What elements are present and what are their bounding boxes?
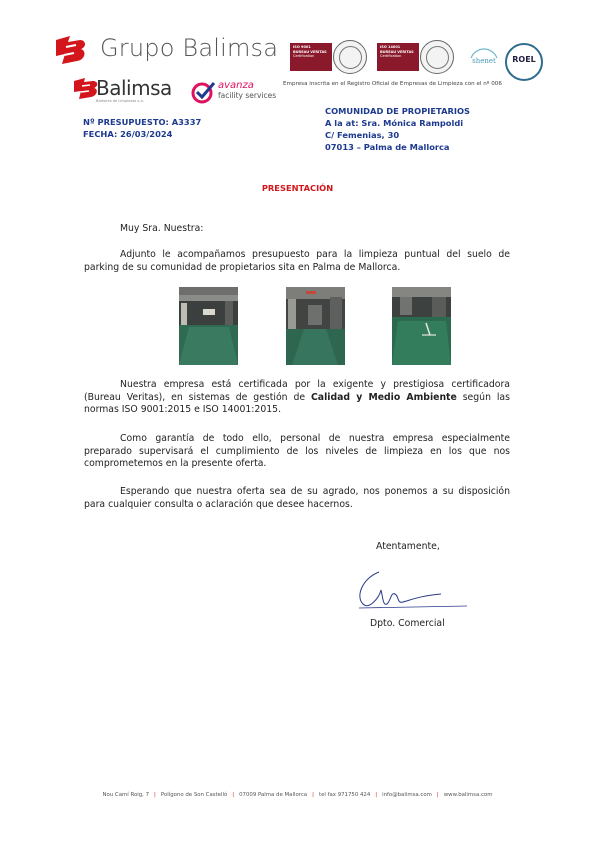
parking-photo-3 [392,287,451,365]
bureau-veritas-seal-icon [420,40,454,74]
footer-city: 07009 Palma de Mallorca [239,792,308,798]
department: Dpto. Comercial [370,618,445,629]
cert2-line3: Certification [380,54,402,58]
footer-address: Nou Camí Roig, 7 [102,792,150,798]
paragraph-2-bold: Calidad y Medio Ambiente [310,391,457,403]
handwritten-signature [353,568,469,618]
document-title: PRESENTACIÓN [261,183,334,193]
registry-note: Empresa inscrita en el Registro Oficial de Empresas de Limpieza con el nº 006 [283,81,502,87]
brand-name: Balimsa [96,76,172,100]
budget-number: Nº PRESUPUESTO: A3337 [83,117,202,127]
roel-label: ROEL [512,55,536,64]
footer-separator: | [154,792,156,798]
cert2-line2: BUREAU VERITAS [380,49,414,54]
recipient-line4: 07013 – Palma de Mallorca [325,142,450,152]
recipient-line2: A la at: Sra. Mónica Rampoldi [325,118,464,128]
brand-subtitle: Baleares de Limpiezas s.a. [96,99,144,103]
paragraph-4-text: Esperando que nuestra oferta sea de su agrado, nos ponemos a su disposición para cualquier consulta o aclaración que desee hacernos. [84,486,510,510]
iso9001-cert-badge [290,43,332,71]
footer-separator: | [232,792,235,798]
footer-phone: tel fax 971750 424 [318,792,371,798]
recipient-line1: COMUNIDAD DE PROPIETARIOS [325,106,470,116]
parking-photo-2 [286,287,345,365]
partner-name: avanza [218,80,254,91]
greeting [84,223,510,236]
footer-web[interactable]: www.balimsa.com [443,792,493,798]
paragraph-3-text: Como garantía de todo ello, personal de nuestra empresa especialmente preparado supervisará el cumplimiento de los niveles de limpieza en los que nos comprometemos en la presente oferta. [84,433,510,470]
recipient-line3: C/ Femenias, 30 [325,130,400,140]
iso14001-cert-badge [377,43,419,71]
budget-date: FECHA: 26/03/2024 [83,128,173,139]
footer-area: Polígono de Son Castelló [160,792,228,798]
paragraph-2 [84,379,510,417]
paragraph-3 [84,433,510,471]
recipient-address [325,105,470,153]
cert1-line1: ISO 9001 [293,45,311,49]
paragraph-2-text-start: Nuestra empresa está certificada por la exigente y prestigiosa certificadora (Bureau Veritas), en sistemas de gestión de [84,379,510,403]
roel-logo [505,43,543,81]
cert2-line1: ISO 14001 [380,45,401,49]
grupo-balimsa-logo-icon [52,34,90,68]
paragraph-1 [84,249,510,274]
footer-separator: | [312,792,314,798]
signoff: Atentamente, [376,541,440,552]
paragraph-1-text: Adjunto le acompañamos presupuesto para la limpieza puntual del suelo de parking de su comunidad de propietarios sita en Palma de Mallorca. [84,249,510,273]
paragraph-2-text-end: según las normas ISO 9001:2015 e ISO 14001:2015. [84,391,510,416]
footer-separator: | [375,792,378,798]
footer [0,792,595,798]
parking-photo-1 [179,287,238,365]
group-name: Grupo Balimsa [100,34,279,62]
partner-subtitle: facility services [218,91,277,100]
shenet-label: shenet [472,57,496,65]
footer-separator: | [436,792,439,798]
paragraph-4 [84,486,510,511]
cert1-line2: BUREAU VERITAS [293,49,327,54]
budget-info [83,117,201,140]
cert1-line3: Certification [293,54,315,58]
avanza-check-icon [190,80,216,104]
bureau-veritas-seal-icon [333,40,367,74]
footer-email[interactable]: info@balimsa.com [382,792,432,798]
shenet-logo [468,44,500,78]
greeting-text: Muy Sra. Nuestra: [120,223,204,234]
